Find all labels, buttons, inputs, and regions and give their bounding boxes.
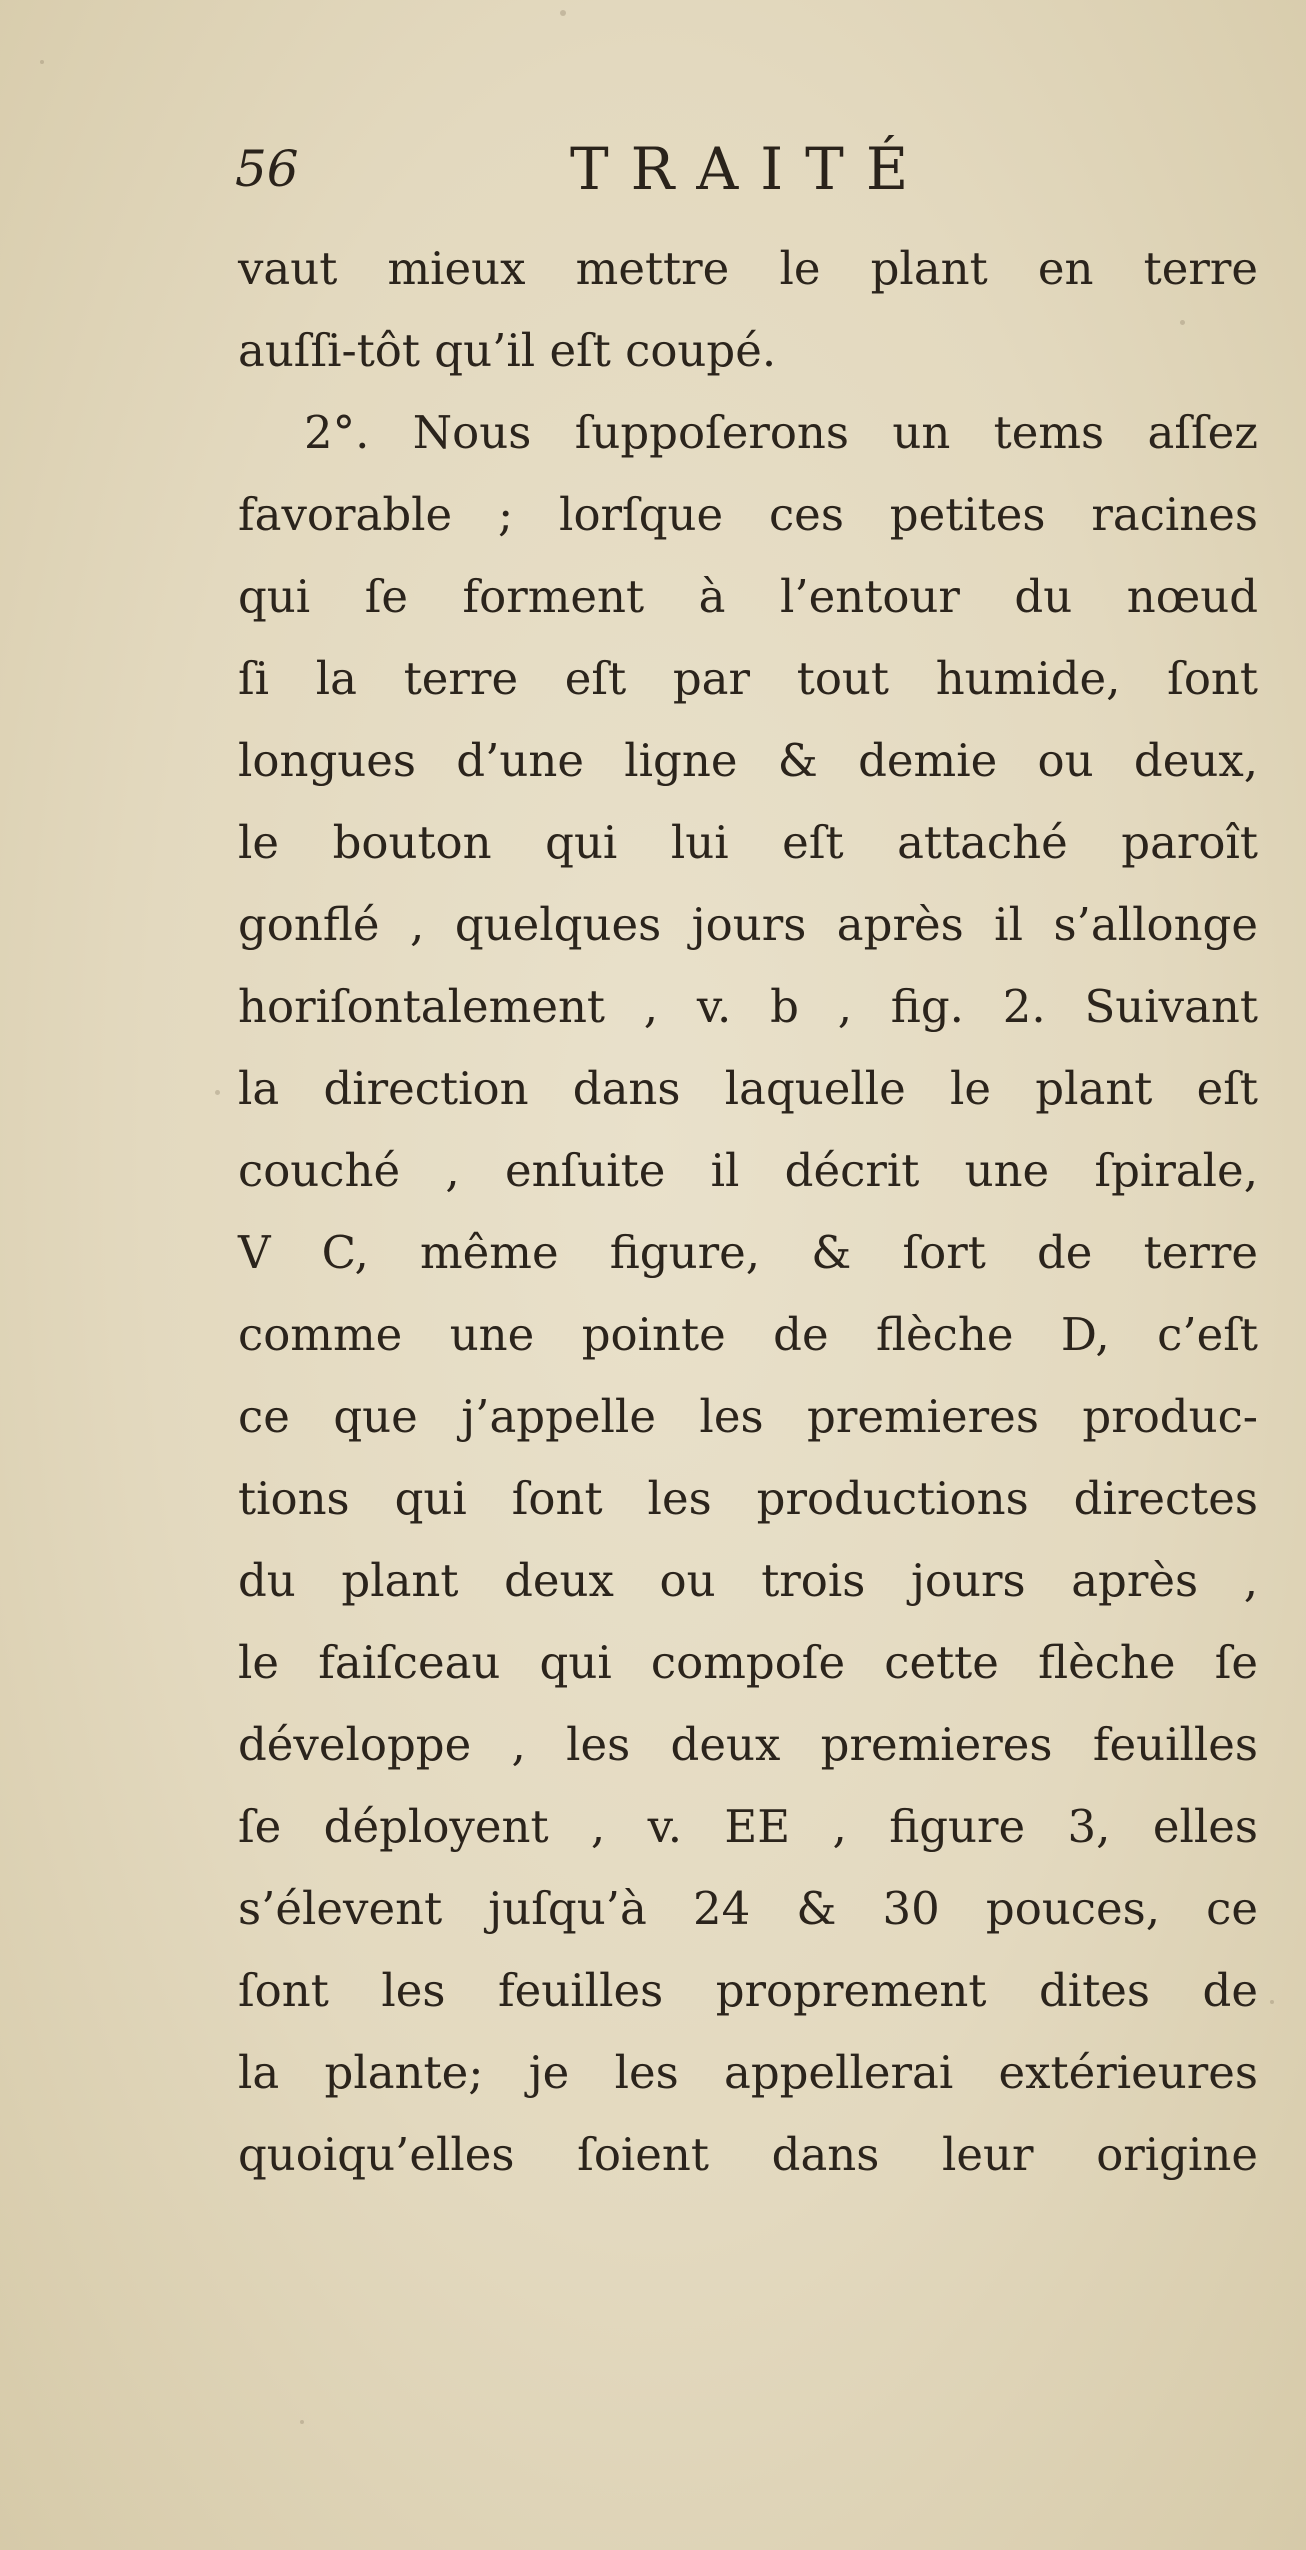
text-line: quoiqu’elles ſoient dans leur origine (238, 2128, 1258, 2181)
paper-speck (1270, 2000, 1274, 2004)
text-line: comme une pointe de flèche D, c’eſt (238, 1308, 1258, 1361)
text-line: favorable ; lorſque ces petites racines (238, 488, 1258, 541)
text-line: V C, même figure, & ſort de terre (238, 1226, 1258, 1279)
running-title: TRAITÉ (570, 135, 931, 203)
text-line: horiſontalement , v. b , fig. 2. Suivant (238, 980, 1258, 1033)
page-number: 56 (235, 140, 299, 198)
text-line: développe , les deux premieres feuilles (238, 1718, 1258, 1771)
text-line: vaut mieux mettre le plant en terre (238, 242, 1258, 295)
body-text (238, 228, 1258, 2196)
text-line: s’élevent juſqu’à 24 & 30 pouces, ce (238, 1882, 1258, 1935)
text-line: tions qui ſont les productions directes (238, 1472, 1258, 1525)
paper-speck (40, 60, 44, 64)
text-line: ce que j’appelle les premieres produc- (238, 1390, 1258, 1443)
text-line: le bouton qui lui eſt attaché paroît (238, 816, 1258, 869)
text-line: couché , enſuite il décrit une ſpirale, (238, 1144, 1258, 1197)
paper-speck (215, 1090, 220, 1095)
text-line: gonflé , quelques jours après il s’allonge (238, 898, 1258, 951)
paper-speck (560, 10, 566, 16)
text-line: qui ſe forment à l’entour du nœud (238, 570, 1258, 623)
text-line: le faiſceau qui compoſe cette flèche ſe (238, 1636, 1258, 1689)
text-line: la plante; je les appellerai extérieures (238, 2046, 1258, 2099)
text-line: du plant deux ou trois jours après , (238, 1554, 1258, 1607)
text-line: auſſi-tôt qu’il eſt coupé. (238, 324, 777, 377)
text-line: ſe déployent , v. EE , figure 3, elles (238, 1800, 1258, 1853)
text-line: la direction dans laquelle le plant eſt (238, 1062, 1258, 1115)
text-line: 2°. Nous ſuppoſerons un tems aſſez (304, 406, 1258, 459)
text-line: ſi la terre eſt par tout humide, ſont (238, 652, 1258, 705)
running-head (235, 130, 1095, 210)
text-line: ſont les feuilles proprement dites de (238, 1964, 1258, 2017)
text-line: longues d’une ligne & demie ou deux, (238, 734, 1258, 787)
paper-speck (300, 2420, 304, 2424)
